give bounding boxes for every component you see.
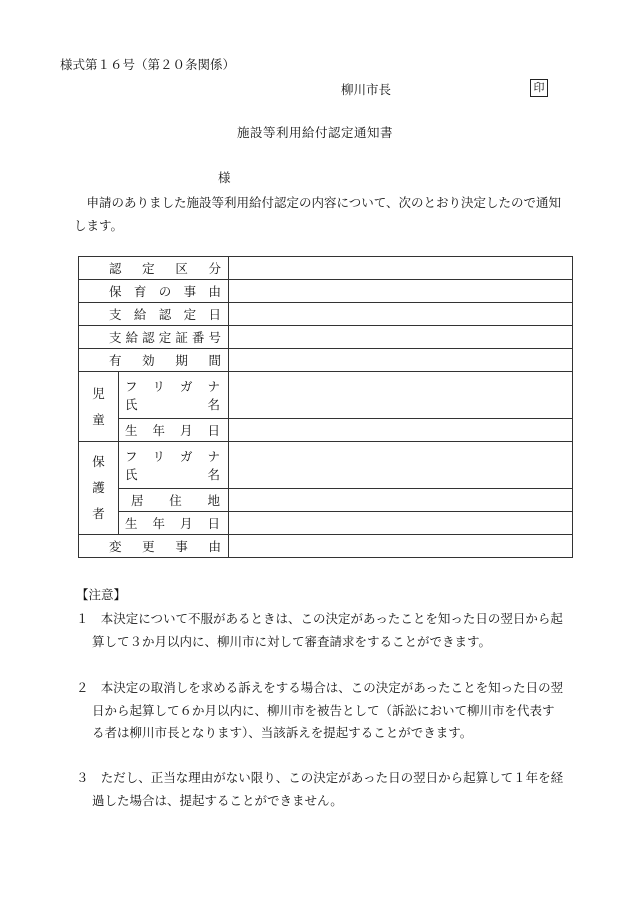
table-row <box>79 489 573 512</box>
guardian-group-label <box>79 442 119 535</box>
table-row <box>79 442 573 489</box>
guardian-furigana-name-label <box>119 442 229 489</box>
guardian-label-char: 者 <box>92 506 105 521</box>
row-label <box>79 349 229 372</box>
table-row <box>79 372 573 419</box>
row-value <box>229 326 573 349</box>
child-label-char: 童 <box>92 411 105 427</box>
furigana-label: フ リ ガ ナ <box>125 449 220 464</box>
label-text: 有 効 期 間 <box>109 353 221 368</box>
label-text: 支 給 認 定 証 番 号 <box>109 330 221 345</box>
seal-stamp: 印 <box>530 79 548 97</box>
guardian-label-char: 護 <box>92 480 105 495</box>
child-birthdate-value <box>229 419 573 442</box>
child-group-label <box>79 372 119 442</box>
intro-text: 申請のありました施設等利用給付認定の内容について、次のとおり決定したので通知します。 <box>74 195 562 233</box>
label-text: 保 育 の 事 由 <box>109 284 221 299</box>
row-label <box>79 535 229 558</box>
document-title: 施設等利用給付認定通知書 <box>236 125 393 140</box>
child-birthdate-label <box>119 419 229 442</box>
name-label-char: 名 <box>207 397 220 412</box>
table-row <box>79 512 573 535</box>
note-number: １ <box>76 611 89 626</box>
child-furigana-name-label <box>119 372 229 419</box>
guardian-name-value <box>229 442 573 489</box>
note-number: ３ <box>76 770 89 785</box>
child-name-value <box>229 372 573 419</box>
note-item <box>76 608 566 653</box>
guardian-address-value <box>229 489 573 512</box>
table-row <box>79 303 573 326</box>
birthdate-label: 生 年 月 日 <box>125 423 220 438</box>
table-row <box>79 257 573 280</box>
row-value <box>229 257 573 280</box>
label-text: 認 定 区 分 <box>109 261 221 276</box>
furigana-label: フ リ ガ ナ <box>125 379 220 394</box>
certification-table <box>78 256 573 558</box>
issuer-name: 柳川市長 <box>341 82 392 97</box>
recipient-honorific: 様 <box>218 170 231 185</box>
row-label <box>79 280 229 303</box>
row-value <box>229 535 573 558</box>
note-item <box>76 767 566 812</box>
table-row <box>79 535 573 558</box>
child-label-char: 児 <box>92 385 105 401</box>
table-row <box>79 326 573 349</box>
label-text: 変 更 事 由 <box>109 539 221 554</box>
name-label <box>119 465 228 483</box>
note-number: ２ <box>76 680 89 695</box>
row-value <box>229 280 573 303</box>
note-text: 本決定について不服があるときは、この決定があったことを知った日の翌日から起算して３か月以内に、柳川市に対して審査請求をすることができます。 <box>92 611 563 649</box>
row-label <box>79 326 229 349</box>
label-text: 支 給 認 定 日 <box>109 307 221 322</box>
guardian-birthdate-value <box>229 512 573 535</box>
name-label-char: 名 <box>207 467 220 482</box>
name-label <box>119 395 228 413</box>
name-label-char: 氏 <box>125 397 138 412</box>
table-row <box>79 349 573 372</box>
guardian-label-char: 保 <box>92 454 105 469</box>
row-value <box>229 349 573 372</box>
row-label <box>79 257 229 280</box>
row-value <box>229 303 573 326</box>
birthdate-label: 生 年 月 日 <box>125 516 220 531</box>
guardian-birthdate-label <box>119 512 229 535</box>
row-label <box>79 303 229 326</box>
address-label: 居 住 地 <box>131 493 220 508</box>
name-label-char: 氏 <box>125 467 138 482</box>
form-number: 様式第１６号（第２０条関係） <box>60 57 236 72</box>
note-item <box>76 677 566 745</box>
guardian-address-label <box>119 489 229 512</box>
note-text: 本決定の取消しを求める訴えをする場合は、この決定があったことを知った日の翌日から起算して６か月以内に、柳川市を被告として（訴訟において柳川市を代表する者は柳川市長となります）、当該訴えを提起することができます。 <box>92 680 564 740</box>
note-text: ただし、正当な理由がない限り、この決定があった日の翌日から起算して１年を経過した場合は、提起することができません。 <box>92 770 564 808</box>
table-row <box>79 419 573 442</box>
table-row <box>79 280 573 303</box>
notes-heading: 【注意】 <box>76 587 127 602</box>
